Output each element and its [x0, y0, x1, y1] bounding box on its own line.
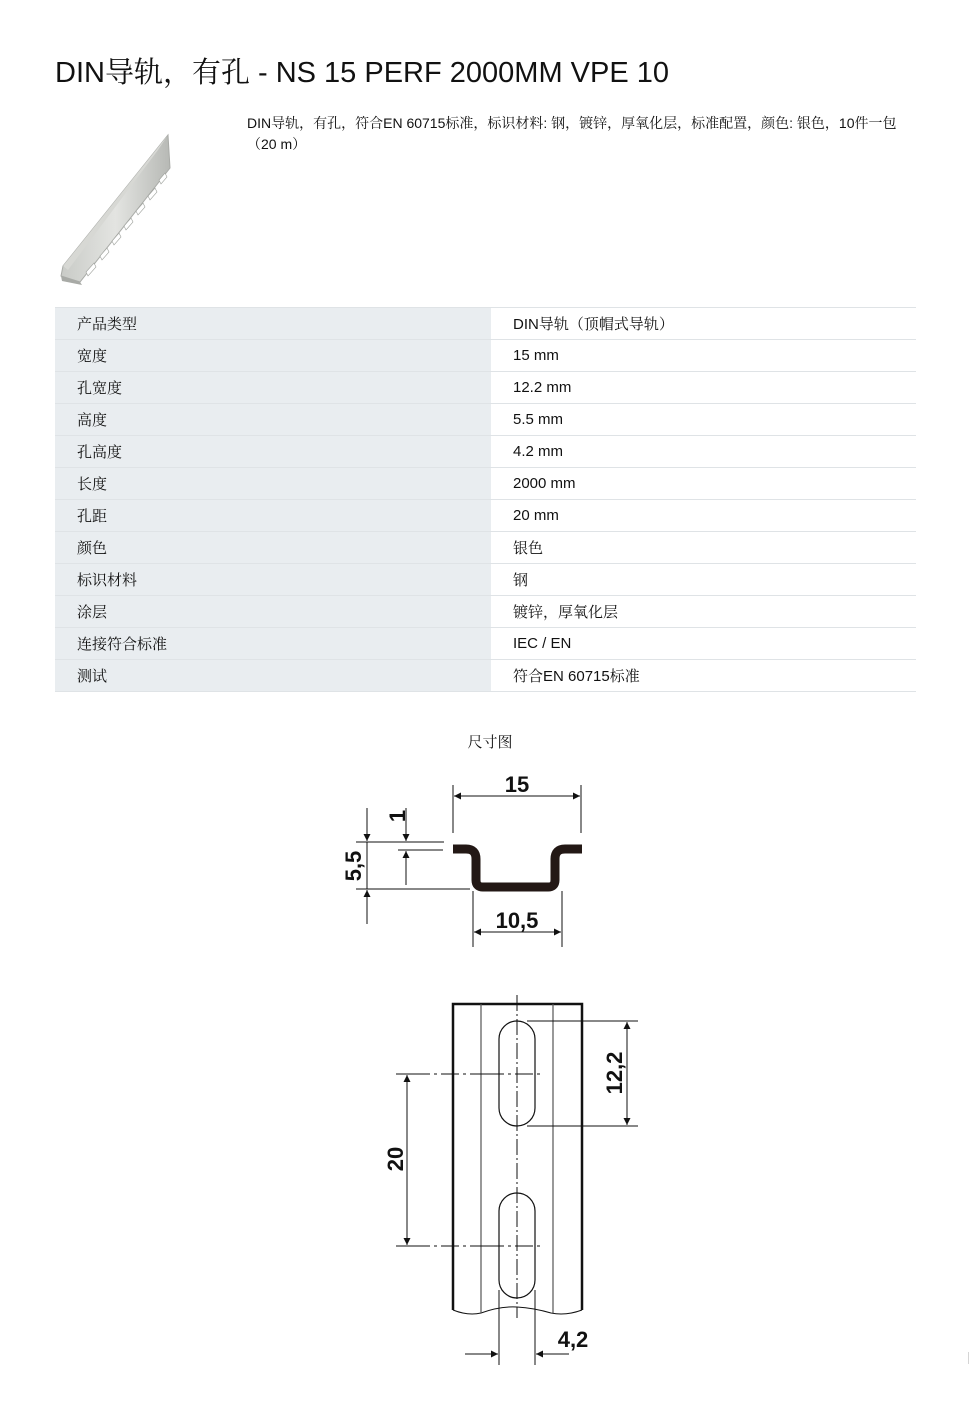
- spec-label: 孔宽度: [55, 372, 491, 404]
- product-description: DIN导轨，有孔，符合EN 60715标准，标识材料: 钢，镀锌，厚氧化层，标准配置，颜色: 银色，10件一包（20 m）: [247, 115, 897, 152]
- spec-label: 测试: [55, 660, 491, 692]
- spec-label: 孔高度: [55, 436, 491, 468]
- width-dimension-label: 15: [504, 772, 530, 797]
- spec-label: 孔距: [55, 500, 491, 532]
- spec-value: 钢: [491, 564, 916, 596]
- spec-value: 12.2 mm: [491, 372, 916, 404]
- hole-pitch-dimension-label: 20: [383, 1146, 408, 1172]
- spec-value: 符合EN 60715标准: [491, 660, 916, 692]
- spec-label: 产品类型: [55, 308, 491, 340]
- spec-label: 长度: [55, 468, 491, 500]
- spec-label: 连接符合标准: [55, 628, 491, 660]
- spec-label: 涂层: [55, 596, 491, 628]
- page-edge-mark: [968, 1352, 969, 1364]
- page-title: DIN导轨，有孔 - NS 15 PERF 2000MM VPE 10: [55, 57, 669, 89]
- spec-label: 宽度: [55, 340, 491, 372]
- spec-value: 镀锌，厚氧化层: [491, 596, 916, 628]
- hole-length-dimension-label: 12,2: [602, 1051, 627, 1095]
- hole-width-dimension-label: 4,2: [557, 1327, 589, 1352]
- height-dimension-label: 5,5: [341, 850, 366, 882]
- spec-value: 4.2 mm: [491, 436, 916, 468]
- spec-value: 5.5 mm: [491, 404, 916, 436]
- spec-label: 高度: [55, 404, 491, 436]
- rail-profile-drawing: [341, 772, 582, 947]
- spec-value: 2000 mm: [491, 468, 916, 500]
- drawing-caption: 尺寸图: [467, 734, 513, 751]
- spec-value: IEC / EN: [491, 628, 916, 660]
- spec-label: 颜色: [55, 532, 491, 564]
- thickness-dimension-label: 1: [385, 809, 410, 823]
- rail-top-view-drawing: [383, 995, 638, 1365]
- spec-label: 标识材料: [55, 564, 491, 596]
- spec-value: 20 mm: [491, 500, 916, 532]
- spec-value: 15 mm: [491, 340, 916, 372]
- inner-width-dimension-label: 10,5: [495, 908, 539, 933]
- spec-value: 银色: [491, 532, 916, 564]
- spec-value: DIN导轨（顶帽式导轨）: [491, 308, 916, 340]
